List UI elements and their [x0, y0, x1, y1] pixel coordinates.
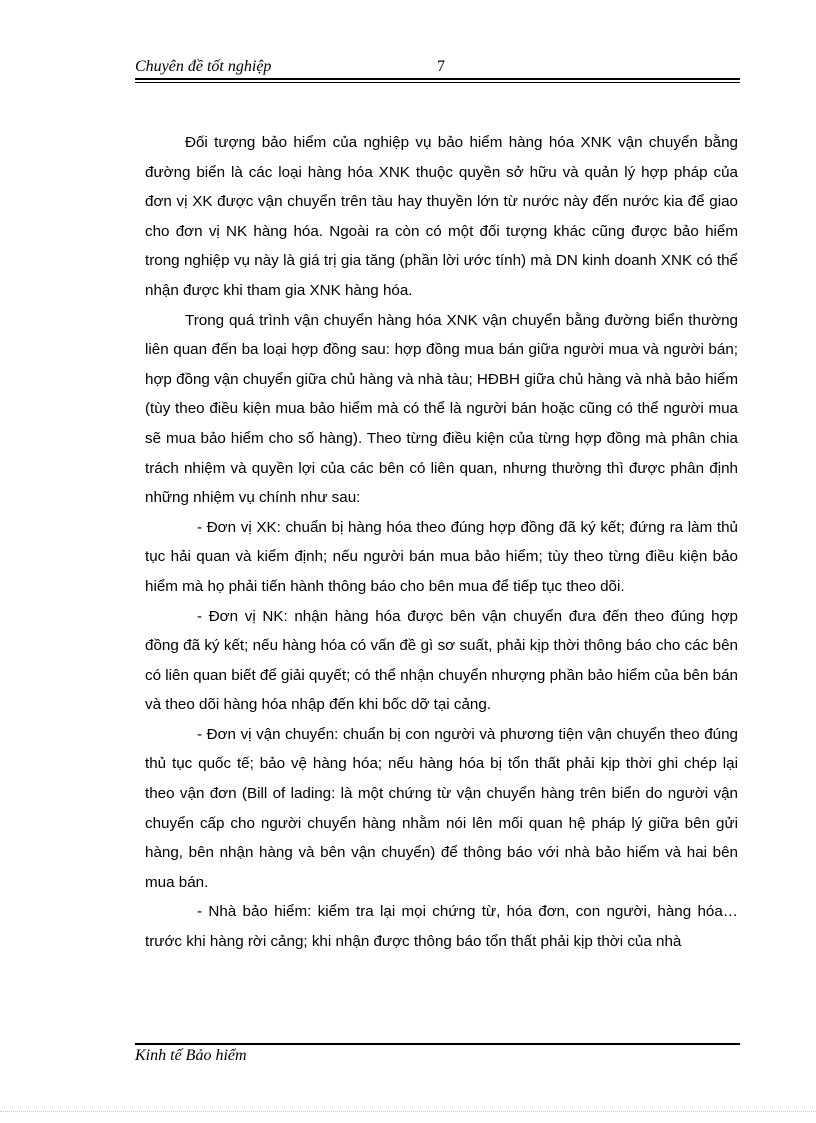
page-bottom-dotted-line: [0, 1111, 816, 1112]
footer-text: Kinh tế Bảo hiểm: [135, 1047, 247, 1064]
body-text: [145, 128, 738, 957]
paragraph-contracts: Trong quá trình vận chuyển hàng hóa XNK vận chuyển bằng đường biển thường liên quan đến ba loại hợp đồng sau: hợp đồng mua bán giữa người mua và người bán; hợp đồng vận chuyển giữa chủ hàng và nhà tàu; HĐBH giữa chủ hàng và nhà bảo hiểm (tùy theo điều kiện mua bảo hiểm mà có thể là người bán hoặc cũng có thể người mua sẽ mua bảo hiểm cho số hàng). Theo từng điều kiện của từng hợp đồng mà phân chia trách nhiệm và quyền lợi của các bên có liên quan, nhưng thường thì được phân định những nhiệm vụ chính như sau:: [145, 311, 738, 507]
footer-rule: [135, 1043, 740, 1045]
header-rule-thick: [135, 78, 740, 80]
page-header: [135, 58, 740, 78]
paragraph-subject: Đối tượng bảo hiểm của nghiệp vụ bảo hiểm hàng hóa XNK vận chuyển bằng đường biển là các loại hàng hóa XNK thuộc quyền sở hữu và quản lý hợp pháp của đơn vị XK được vận chuyển trên tàu hay thuyền lớn từ nước này đến nước kia để giao cho đơn vị NK hàng hóa. Ngoài ra còn có một đối tượng khác cũng được bảo hiểm trong nghiệp vụ này là giá trị gia tăng (phần lời ước tính) mà DN kinh doanh XNK có thể nhận được khi tham gia XNK hàng hóa.: [145, 134, 738, 299]
header-rule-thin: [135, 82, 740, 83]
list-item-carrier: - Đơn vị vận chuyển: chuẩn bị con người và phương tiện vận chuyển theo đúng thủ tục quốc tế; bảo vệ hàng hóa; nếu hàng hóa bị tổn thất phải kịp thời ghi chép lại theo vận đơn (Bill of lading: là một chứng từ vận chuyển hàng trên biển do người vận chuyển cấp cho người chuyển hàng nhằm nói lên mối quan hệ pháp lý giữa bên gửi hàng, bên nhận hàng và bên vận chuyển) để thông báo với nhà bảo hiểm và hai bên mua bán.: [145, 725, 738, 891]
list-item-insurer: - Nhà bảo hiểm: kiểm tra lại mọi chứng từ, hóa đơn, con người, hàng hóa… trước khi hàng rời cảng; khi nhận được thông báo tổn thất phải kịp thời của nhà: [145, 903, 738, 951]
header-title: Chuyên đề tốt nghiệp: [135, 58, 272, 75]
list-item-importer: - Đơn vị NK: nhận hàng hóa được bên vận chuyển đưa đến theo đúng hợp đồng đã ký kết; nếu hàng hóa có vấn đề gì sơ suất, phải kịp thời thông báo cho các bên có liên quan biết để giải quyết; có thể nhận chuyển nhượng phần bảo hiểm của bên bán và theo dõi hàng hóa nhập đến khi bốc dỡ tại cảng.: [145, 607, 738, 714]
list-item-exporter: - Đơn vị XK: chuẩn bị hàng hóa theo đúng hợp đồng đã ký kết; đứng ra làm thủ tục hải quan và kiểm định; nếu người bán mua bảo hiểm; tùy theo từng điều kiện bảo hiểm mà họ phải tiến hành thông báo cho bên mua để tiếp tục theo dõi.: [145, 518, 738, 595]
page-number: 7: [437, 58, 445, 75]
